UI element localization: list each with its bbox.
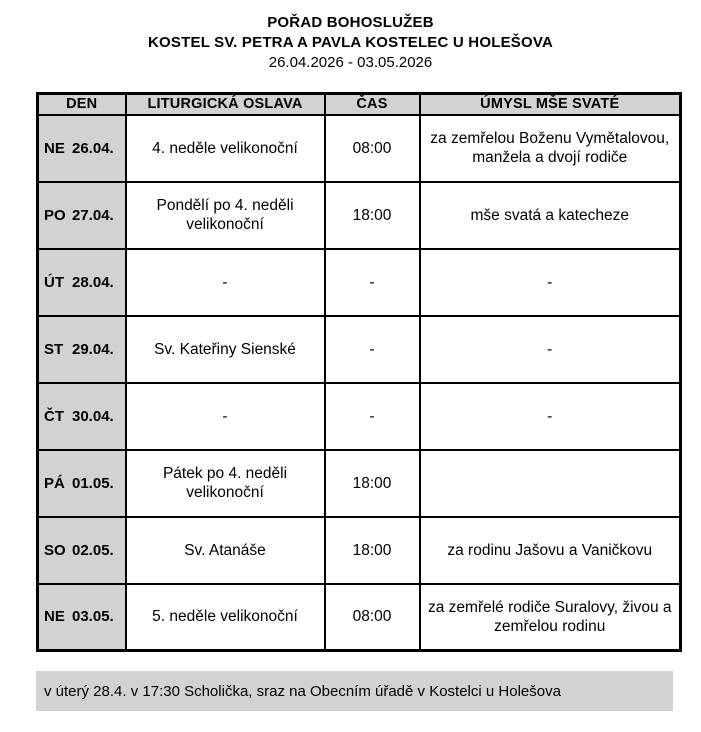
column-header-intention: ÚMYSL MŠE SVATÉ xyxy=(420,94,681,115)
time-cell: - xyxy=(325,249,420,316)
day-cell xyxy=(38,383,126,450)
time-cell: 08:00 xyxy=(325,584,420,651)
day-cell xyxy=(38,115,126,182)
intention-cell: - xyxy=(420,316,681,383)
time-cell: 18:00 xyxy=(325,450,420,517)
day-date: 27.04. xyxy=(72,206,114,224)
celebration-cell: - xyxy=(126,383,325,450)
table-row xyxy=(38,316,681,383)
day-date: 30.04. xyxy=(72,407,114,425)
day-abbrev: SO xyxy=(44,541,66,559)
table-row xyxy=(38,182,681,249)
day-abbrev: ÚT xyxy=(44,273,64,291)
celebration-cell: Pátek po 4. neděli velikonoční xyxy=(126,450,325,517)
day-date: 28.04. xyxy=(72,273,114,291)
day-date: 02.05. xyxy=(72,541,114,559)
page-header xyxy=(0,0,701,73)
intention-cell: za zemřelou Boženu Vymětalovou, manžela a dvojí rodiče xyxy=(420,115,681,182)
day-abbrev: PO xyxy=(44,206,66,224)
column-header-celebration: LITURGICKÁ OSLAVA xyxy=(126,94,325,115)
table-row xyxy=(38,450,681,517)
day-cell xyxy=(38,316,126,383)
day-date: 26.04. xyxy=(72,139,114,157)
day-date: 29.04. xyxy=(72,340,114,358)
table-row xyxy=(38,249,681,316)
day-cell xyxy=(38,450,126,517)
intention-cell: - xyxy=(420,383,681,450)
footer-note: v úterý 28.4. v 17:30 Scholička, sraz na Obecním úřadě v Kostelci u Holešova xyxy=(36,671,673,711)
celebration-cell: Pondělí po 4. neděli velikonoční xyxy=(126,182,325,249)
day-date: 01.05. xyxy=(72,474,114,492)
time-cell: 08:00 xyxy=(325,115,420,182)
intention-cell xyxy=(420,450,681,517)
intention-cell: za rodinu Jašovu a Vaničkovu xyxy=(420,517,681,584)
celebration-cell: - xyxy=(126,249,325,316)
celebration-cell: Sv. Atanáše xyxy=(126,517,325,584)
day-cell xyxy=(38,249,126,316)
day-cell xyxy=(38,584,126,651)
day-abbrev: PÁ xyxy=(44,474,65,492)
schedule-table xyxy=(36,92,682,652)
table-row xyxy=(38,383,681,450)
intention-cell: - xyxy=(420,249,681,316)
page-subtitle: KOSTEL SV. PETRA A PAVLA KOSTELEC U HOLEŠOVA xyxy=(148,34,553,51)
column-header-day: DEN xyxy=(38,94,126,115)
time-cell: - xyxy=(325,316,420,383)
celebration-cell: Sv. Kateřiny Sienské xyxy=(126,316,325,383)
page-title: POŘAD BOHOSLUŽEB xyxy=(267,14,434,31)
day-abbrev: ST xyxy=(44,340,64,358)
day-abbrev: NE xyxy=(44,608,65,626)
day-abbrev: ČT xyxy=(44,407,64,425)
celebration-cell: 5. neděle velikonoční xyxy=(126,584,325,651)
date-range: 26.04.2026 - 03.05.2026 xyxy=(268,54,433,71)
day-cell xyxy=(38,182,126,249)
intention-cell: mše svatá a katecheze xyxy=(420,182,681,249)
table-row xyxy=(38,584,681,651)
day-cell xyxy=(38,517,126,584)
time-cell: - xyxy=(325,383,420,450)
time-cell: 18:00 xyxy=(325,517,420,584)
day-abbrev: NE xyxy=(44,139,65,157)
celebration-cell: 4. neděle velikonoční xyxy=(126,115,325,182)
day-date: 03.05. xyxy=(72,608,114,626)
column-header-time: ČAS xyxy=(325,94,420,115)
time-cell: 18:00 xyxy=(325,182,420,249)
table-row xyxy=(38,517,681,584)
intention-cell: za zemřelé rodiče Suralovy, živou a zemřelou rodinu xyxy=(420,584,681,651)
table-row xyxy=(38,115,681,182)
table-header-row xyxy=(38,94,681,115)
